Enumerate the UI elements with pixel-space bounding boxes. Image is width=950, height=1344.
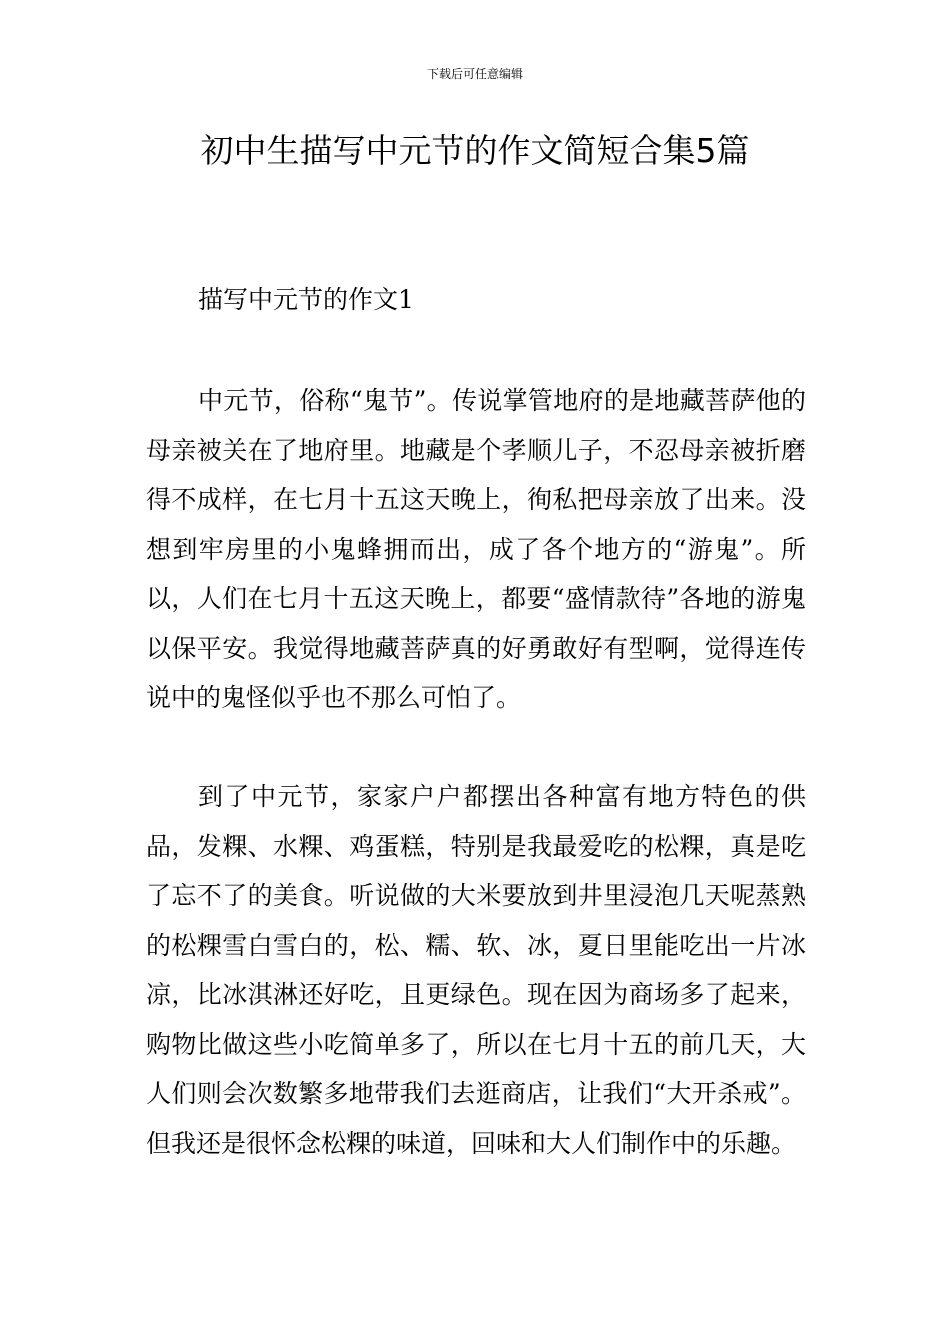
- section-heading: 描写中元节的作文1: [198, 285, 414, 314]
- body-paragraph: 到了中元节，家家户户都摆出各种富有地方特色的供品，发粿、水粿、鸡蛋糕，特别是我最爱吃的松粿，真是吃了忘不了的美食。听说做的大米要放到井里浸泡几天呢蒸熟的松粿雪白雪白的，松、糯、软、冰，夏日里能吃出一片冰凉，比冰淇淋还好吃，且更绿色。现在因为商场多了起来，购物比做这些小吃简单多了，所以在七月十五的前几天，大人们则会次数繁多地带我们去逛商店，让我们“大开杀戒”。但我还是很怀念松粿的味道，回味和大人们制作中的乐趣。: [146, 782, 806, 1158]
- body-paragraph: 中元节，俗称“鬼节”。传说掌管地府的是地藏菩萨他的母亲被关在了地府里。地藏是个孝顺儿子，不忍母亲被折磨得不成样，在七月十五这天晚上，徇私把母亲放了出来。没想到牢房里的小鬼蜂拥而出，成了各个地方的“游鬼”。所以，人们在七月十五这天晚上，都要“盛情款待”各地的游鬼以保平安。我觉得地藏菩萨真的好勇敢好有型啊，觉得连传说中的鬼怪似乎也不那么可怕了。: [146, 386, 806, 712]
- header-note: 下载后可任意编辑: [426, 67, 523, 81]
- document-title: 初中生描写中元节的作文简短合集5篇: [200, 131, 750, 170]
